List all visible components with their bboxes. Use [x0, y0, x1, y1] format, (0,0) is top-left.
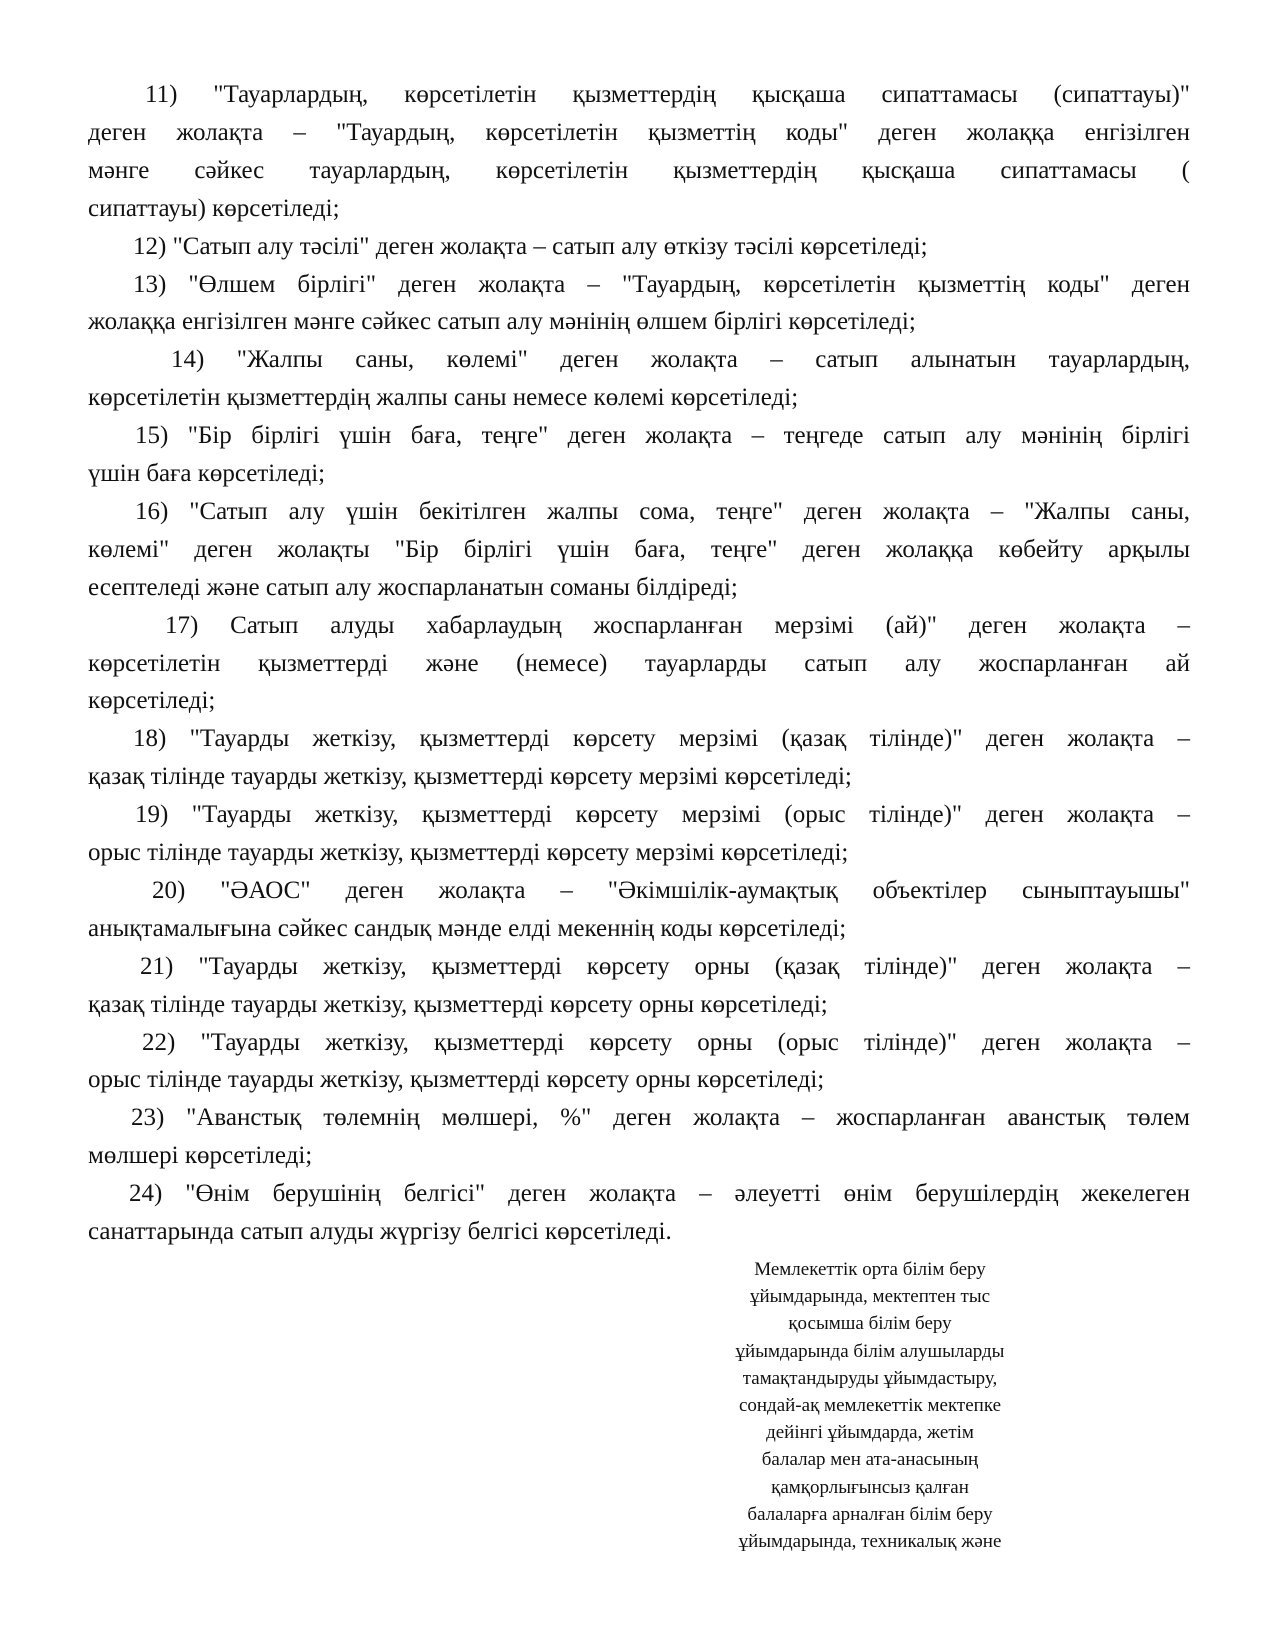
text-line: 21) "Тауарды жеткізу, қызметтерді көрсету орны (қазақ тілінде)" деген жолақта – — [140, 952, 1190, 980]
text-line: сипаттауы) көрсетіледі; — [88, 194, 340, 222]
side-note-line: қамқорлығынсыз қалған — [771, 1476, 969, 1498]
side-note-line: ұйымдарында, мектептен тыс — [749, 1286, 991, 1308]
side-note-line: балаларға арналған білім беру — [747, 1503, 993, 1525]
text-line: көлемі" деген жолақты "Бір бірлігі үшін баға, теңге" деген жолаққа көбейту арқылы — [88, 535, 1190, 563]
side-note-line: Мемлекеттік орта білім беру — [754, 1259, 986, 1280]
text-line: мәнге сәйкес тауарлардың, көрсетілетін қызметтердің қысқаша сипаттамасы ( — [88, 156, 1190, 184]
text-line: есептеледі және сатып алу жоспарланатын соманы білдіреді; — [88, 573, 738, 601]
text-line: қазақ тілінде тауарды жеткізу, қызметтерді көрсету мерзімі көрсетіледі; — [88, 763, 852, 791]
text-line: қазақ тілінде тауарды жеткізу, қызметтерді көрсету орны көрсетіледі; — [88, 990, 828, 1018]
side-note-line: дейінгі ұйымдарда, жетім — [766, 1422, 974, 1444]
text-line: 14) "Жалпы саны, көлемі" деген жолақта – сатып алынатын тауарлардың, — [171, 346, 1190, 374]
text-line: жолаққа енгізілген мәнге сәйкес сатып алу мәнінің өлшем бірлігі көрсетіледі; — [88, 308, 916, 336]
text-line: 13) "Өлшем бірлігі" деген жолақта – "Тауардың, көрсетілетін қызметтің коды" деген — [133, 270, 1190, 298]
text-line: 22) "Тауарды жеткізу, қызметтерді көрсету орны (орыс тілінде)" деген жолақта – — [142, 1028, 1190, 1056]
text-line: деген жолақта – "Тауардың, көрсетілетін қызметтің коды" деген жолаққа енгізілген — [88, 118, 1190, 146]
text-line: 12) "Сатып алу тәсілі" деген жолақта – сатып алу өткізу тәсілі көрсетіледі; — [133, 232, 928, 260]
text-line: көрсетілетін қызметтерді және (немесе) тауарларды сатып алу жоспарланған ай — [88, 649, 1190, 677]
text-line: 16) "Сатып алу үшін бекітілген жалпы сома, теңге" деген жолақта – "Жалпы саны, — [135, 497, 1190, 525]
text-line: санаттарында сатып алуды жүргізу белгісі көрсетіледі. — [88, 1218, 672, 1245]
text-line: 24) "Өнім берушінің белгісі" деген жолақта – әлеуетті өнім берушілердің жекелеген — [129, 1180, 1190, 1208]
side-note-line: қосымша білім беру — [788, 1313, 952, 1335]
text-line: 20) "ӘАОС" деген жолақта – "Әкімшілік-аумақтық объектілер сыныптауышы" — [152, 876, 1190, 904]
text-line: 19) "Тауарды жеткізу, қызметтерді көрсету мерзімі (орыс тілінде)" деген жолақта – — [135, 801, 1190, 829]
text-line: 11) "Тауарлардың, көрсетілетін қызметтердің қысқаша сипаттамасы (сипаттауы)" — [145, 81, 1190, 108]
side-note-line: сондай-ақ мемлекеттік мектепке — [738, 1395, 1002, 1416]
side-note-line: балалар мен ата-анасының — [761, 1449, 979, 1471]
side-note-line: ұйымдарында, техникалық және — [738, 1531, 1002, 1552]
text-line: 23) "Аванстық төлемнің мөлшері, %" деген жолақта – жоспарланған аванстық төлем — [131, 1104, 1190, 1132]
text-line: көрсетіледі; — [88, 687, 216, 715]
text-line: үшін баға көрсетіледі; — [88, 460, 326, 487]
text-line: көрсетілетін қызметтердің жалпы саны немесе көлемі көрсетіледі; — [88, 384, 799, 412]
text-line: орыс тілінде тауарды жеткізу, қызметтерді көрсету мерзімі көрсетіледі; — [88, 839, 849, 866]
text-line: 17) Сатып алуды хабарлаудың жоспарланған мерзімі (ай)" деген жолақта – — [165, 611, 1190, 639]
text-line: анықтамалығына сәйкес сандық мәнде елді мекеннің коды көрсетіледі; — [88, 914, 847, 942]
text-line: 15) "Бір бірлігі үшін баға, теңге" деген жолақта – теңгеде сатып алу мәнінің бірлігі — [135, 422, 1190, 450]
text-line: 18) "Тауарды жеткізу, қызметтерді көрсету мерзімі (қазақ тілінде)" деген жолақта – — [133, 725, 1190, 753]
text-line: орыс тілінде тауарды жеткізу, қызметтерді көрсету орны көрсетіледі; — [88, 1066, 825, 1094]
text-line: мөлшері көрсетіледі; — [88, 1142, 313, 1170]
side-note-line: ұйымдарында білім алушыларды — [735, 1340, 1005, 1362]
side-note-line: тамақтандыруды ұйымдастыру, — [742, 1367, 998, 1389]
